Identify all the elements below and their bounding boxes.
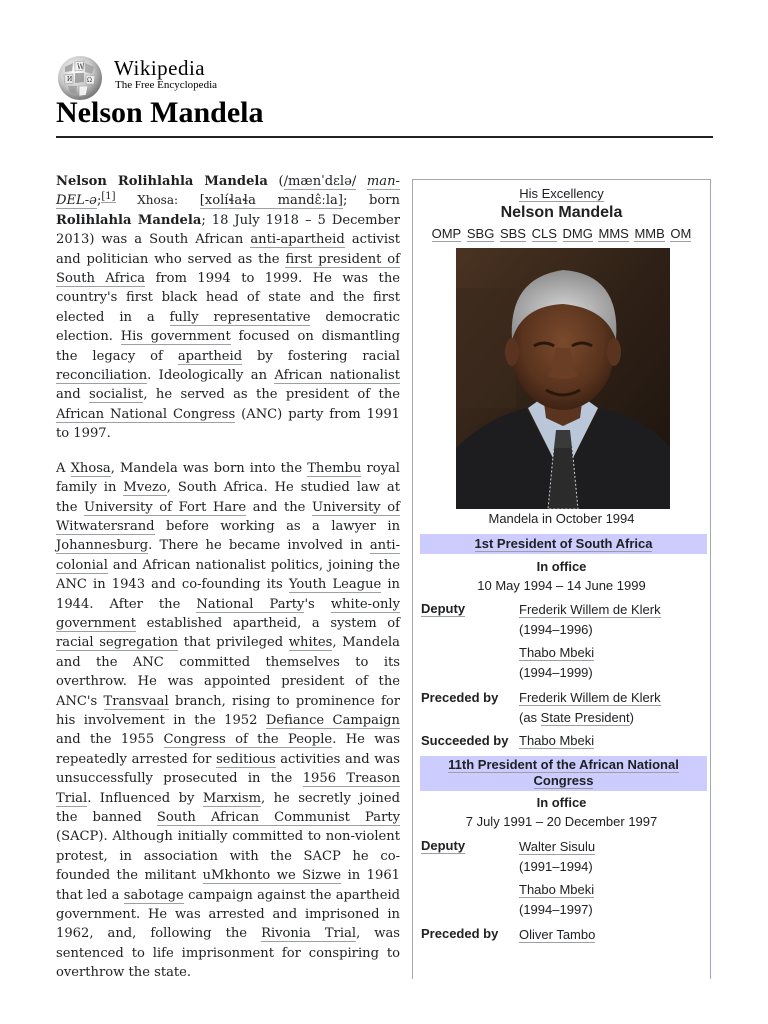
article-text: , he secretly joined the banned	[56, 790, 400, 825]
article-text: (ANC) party from 1991 to 1997.	[56, 406, 400, 442]
article-text: (SACP). Although initially committed to non-violent protest, in association with the SACP he co-founded the militant	[56, 829, 400, 884]
article-link[interactable]: Marxism	[202, 790, 262, 806]
article-text: A	[56, 460, 71, 476]
succeeded-by-value	[519, 731, 704, 751]
article-text: established apartheid, a system of	[135, 615, 400, 631]
article-text: campaign against the apartheid government. He was arrested and imprisoned in 1962, and, following the	[56, 887, 401, 942]
predecessor-link[interactable]: Oliver Tambo	[519, 927, 596, 942]
post-nominal-link[interactable]: SBG	[466, 226, 495, 241]
article-text: Rolihlahla Mandela	[56, 212, 202, 228]
article-link[interactable]: Transvaal	[103, 693, 169, 709]
article-paragraph	[56, 172, 400, 444]
deputy-years: (1994–1997)	[519, 902, 593, 917]
article-link[interactable]: Xhosa	[70, 460, 111, 476]
deputy-link[interactable]: Thabo Mbeki	[519, 645, 595, 660]
article-body	[56, 172, 400, 998]
article-link[interactable]: man-DEL-ə	[56, 174, 400, 209]
article-link[interactable]: seditious	[216, 751, 276, 767]
successor-link[interactable]: Thabo Mbeki	[519, 733, 595, 748]
article-link[interactable]: Johannesburg	[56, 538, 149, 554]
deputy-years: (1994–1999)	[519, 665, 593, 680]
article-link[interactable]: Congress of the People	[163, 732, 333, 748]
article-text: branch, rising to prominence for his involvement in the 1952	[56, 693, 400, 728]
succeeded-by-label: Succeeded by	[421, 733, 509, 748]
site-wordmark[interactable]: Wikipedia	[114, 56, 206, 80]
article-text: . There he became involved in	[148, 538, 370, 554]
article-text: 's	[304, 596, 331, 612]
deputy-list	[519, 837, 704, 920]
article-link[interactable]: racial segregation	[56, 635, 179, 651]
article-link[interactable]: University of Fort Hare	[84, 499, 247, 515]
post-nominal-link[interactable]: OMP	[431, 226, 462, 241]
article-link[interactable]: African nationalist	[274, 368, 400, 384]
in-office-label: In office	[536, 795, 587, 810]
article-text: and the	[246, 499, 313, 515]
infobox-honorific[interactable]	[413, 186, 710, 201]
infobox-post-nominals	[413, 226, 710, 241]
term-dates: 10 May 1994 – 14 June 1999	[477, 578, 646, 593]
article-link[interactable]: anti-colonial	[56, 538, 400, 573]
deputy-link[interactable]: Thabo Mbeki	[519, 882, 595, 897]
article-link[interactable]: whites	[288, 635, 333, 651]
article-text: that privileged	[178, 635, 289, 651]
article-link[interactable]: National Party	[196, 596, 305, 612]
article-text: focused on dismantling the legacy of	[56, 329, 400, 364]
article-link[interactable]: University of Witwatersrand	[56, 499, 400, 534]
deputy-list	[519, 600, 704, 683]
article-link[interactable]: first president of South Africa	[56, 251, 400, 287]
article-link[interactable]: [xolíɬaɬa mandɛ̂ːla]	[199, 193, 343, 209]
note-suffix: )	[629, 710, 634, 725]
article-link[interactable]: anti-apartheid	[250, 232, 345, 248]
article-link[interactable]: South African Communist Party	[156, 810, 400, 825]
deputy-link[interactable]: Walter Sisulu	[519, 839, 596, 854]
predecessor-link[interactable]: Frederik Willem de Klerk	[519, 690, 661, 705]
preceded-by-value	[519, 688, 704, 728]
article-text: . Influenced by	[87, 790, 203, 806]
article-link[interactable]: His government	[120, 329, 231, 345]
preceded-by-label: Preceded by	[421, 926, 499, 941]
article-text: , South Africa. He studied law at the	[56, 480, 400, 515]
preceded-by-label: Preceded by	[421, 690, 499, 705]
infobox-name: Nelson Mandela	[500, 204, 623, 221]
article-text: , Mandela was born into the	[110, 460, 308, 476]
article-text: Xhosa:	[137, 193, 179, 208]
post-nominal-link[interactable]: SBS	[499, 226, 526, 241]
svg-text:Ω: Ω	[87, 77, 92, 84]
post-nominal-link[interactable]: MMB	[634, 226, 665, 241]
article-text: from 1994 to 1999. He was the country's first black head of state and the first elected in a	[56, 271, 400, 325]
article-text: and the 1955	[56, 732, 164, 748]
article-text: activities and was unsuccessfully prosecuted in the	[56, 751, 400, 787]
post-nominal-link[interactable]: MMS	[598, 226, 629, 241]
article-text	[116, 193, 138, 208]
term-dates: 7 July 1991 – 20 December 1997	[465, 814, 658, 829]
post-nominal-link[interactable]: DMG	[562, 226, 593, 241]
article-text: ; born	[342, 193, 400, 209]
article-text: and	[56, 387, 90, 403]
article-text: activist and politician who served as the	[56, 232, 400, 267]
deputy-link[interactable]: Frederik Willem de Klerk	[519, 602, 661, 617]
article-link[interactable]: African National Congress	[56, 406, 236, 422]
deputy-label[interactable]: Deputy	[421, 601, 466, 616]
deputy-years: (1991–1994)	[519, 859, 593, 874]
note-prefix: (as	[519, 710, 541, 725]
post-nominal-link[interactable]: OM	[670, 226, 692, 241]
state-president-link[interactable]: State President	[540, 710, 630, 725]
article-link[interactable]: Youth League	[288, 577, 382, 593]
article-link[interactable]: Mvezo	[123, 480, 167, 496]
article-text: ;	[96, 193, 102, 209]
article-link[interactable]: sabotage	[123, 887, 184, 903]
article-link[interactable]: reconciliation	[56, 368, 148, 384]
article-link[interactable]: socialist	[89, 387, 144, 403]
deputy-label[interactable]: Deputy	[421, 838, 466, 853]
deputy-years: (1994–1996)	[519, 622, 593, 637]
office-title-link[interactable]: 11th President of the African National Congress	[448, 757, 679, 788]
article-link[interactable]: Thembu	[307, 460, 362, 476]
office-title-link[interactable]: 1st President of South Africa	[474, 536, 653, 551]
infobox	[412, 179, 711, 979]
article-link[interactable]: white-only government	[56, 596, 400, 631]
title-underline	[56, 136, 713, 138]
honorific-link[interactable]: His Excellency	[519, 186, 604, 201]
article-text: , Mandela and the ANC committed themselves to its overthrow. He was appointed president of the ANC's	[56, 635, 400, 709]
portrait-photo[interactable]	[456, 248, 670, 509]
preceded-by-value	[519, 925, 704, 945]
article-text: royal family in	[56, 460, 400, 496]
article-text: in 1944. After the	[56, 577, 400, 612]
portrait-caption: Mandela in October 1994	[488, 511, 635, 526]
page-title: Nelson Mandela	[56, 96, 264, 129]
article-text: . He was repeatedly arrested for	[56, 732, 401, 767]
article-text: (	[267, 174, 284, 189]
article-text: ; 18 July 1918 – 5 December 2013) was a South African	[56, 212, 400, 248]
article-link[interactable]: 1956 Treason Trial	[56, 771, 400, 806]
article-link[interactable]: /mænˈdɛlə/	[283, 174, 357, 189]
office-header-anc[interactable]	[420, 756, 707, 791]
svg-text:И: И	[67, 76, 73, 83]
article-paragraph	[56, 459, 400, 983]
in-office-label: In office	[536, 559, 587, 574]
article-link[interactable]: Rivonia Trial	[261, 926, 357, 942]
article-text: by fostering racial	[242, 348, 400, 364]
article-link[interactable]: uMkhonto we Sizwe	[202, 868, 342, 884]
office-header-president[interactable]	[420, 534, 707, 554]
site-tagline: The Free Encyclopedia	[115, 79, 218, 91]
article-text: in 1961 that led a	[56, 868, 400, 903]
article-text: democratic election.	[56, 309, 400, 345]
article-link[interactable]: apartheid	[177, 348, 243, 364]
article-text: . Ideologically an	[147, 368, 275, 384]
post-nominal-link[interactable]: CLS	[531, 226, 557, 241]
article-text	[356, 174, 367, 189]
article-text: and African nationalist politics, joining the ANC in 1943 and co-founding its	[56, 557, 400, 593]
article-text: Nelson Rolihlahla Mandela	[56, 174, 268, 189]
article-text: , he served as the president of the	[143, 387, 400, 403]
citation-link[interactable]: [1]	[101, 191, 116, 203]
article-text: , was sentenced to life imprisonment for conspiring to overthrow the state.	[56, 926, 401, 981]
article-link[interactable]: fully representative	[169, 309, 311, 325]
svg-text:W: W	[77, 63, 85, 71]
article-link[interactable]: Defiance Campaign	[265, 712, 400, 728]
article-text: before working as a lawyer in	[154, 518, 400, 534]
article-text	[178, 193, 200, 208]
